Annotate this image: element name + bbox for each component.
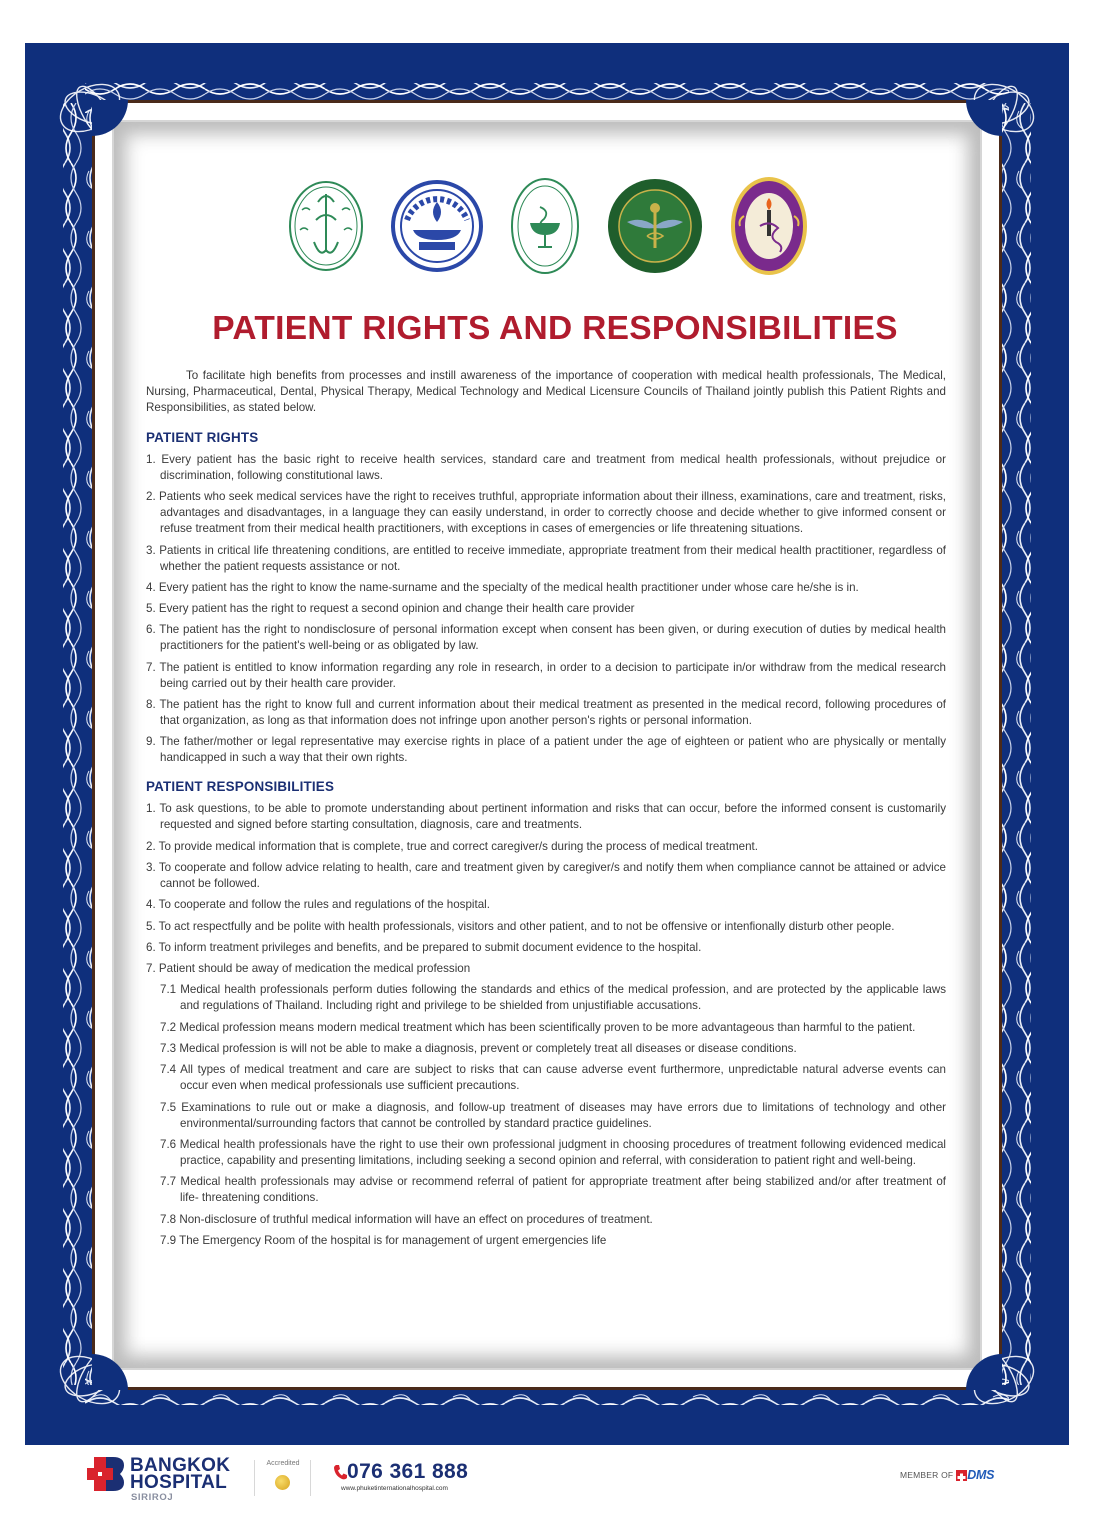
phone-contact[interactable]: [333, 1460, 468, 1484]
bangkok-hospital-logo: [87, 1457, 230, 1491]
sub-list-item: 7.9 The Emergency Room of the hospital is for management of urgent emergencies life: [160, 1233, 607, 1247]
intro-paragraph: To facilitate high benefits from processes and instill awareness of the importance of cooperation with medical health professionals, The Medical, Nursing, Pharmaceutical, Dental, Physical Therapy, Medical Technology and Medical Licensure Councils of Thailand jointly publish this Patient Rights and Responsibilities, as stated below.: [146, 369, 946, 414]
dental-council-seal-icon: [730, 176, 808, 276]
dms-brand: DMS: [967, 1468, 995, 1482]
list-item: 6. The patient has the right to nondisclosure of personal information except when consent has been given, or during execution of duties by medical health practitioners for the patient's well-being or as obligated by law.: [146, 623, 946, 653]
list-item: 3. Patients in critical life threatening conditions, are entitled to receive immediate, appropriate treatment from their medical health practitioner, regardless of whether the patient requests assistance or not.: [146, 543, 946, 573]
sub-list-item: 7.8 Non-disclosure of truthful medical information will have an effect on procedures of treatment.: [160, 1212, 653, 1226]
member-label: MEMBER OF: [900, 1470, 954, 1480]
website-link[interactable]: www.phuketinternationalhospital.com: [341, 1485, 448, 1492]
list-item: 8. The patient has the right to know full and current information about their medical treatment as presented in the medical record, following procedures of that organization, as long as that information does not infringe upon another person's rights or personal information.: [146, 698, 946, 728]
list-item: 4. To cooperate and follow the rules and regulations of the hospital.: [146, 898, 490, 912]
list-item: 2. Patients who seek medical services have the right to receives truthful, appropriate information about their illness, examinations, care and treatment, risks, advantages and disadvantages, in a language they can easily understand, in order to correctly choose and decide whether to give informed consent or refuse treatment from their medical health practitioners, with exceptions in cases of emergencies or life threatening situations.: [146, 490, 946, 536]
hospital-cross-logo-icon: [87, 1457, 124, 1491]
patient-responsibilities-list: [146, 801, 946, 1248]
hospital-name: [130, 1457, 230, 1491]
nursing-council-seal-icon: [391, 180, 483, 272]
council-logos: [288, 176, 808, 276]
ministry-of-public-health-seal-icon: [607, 178, 703, 274]
list-item: 4. Every patient has the right to know the name-surname and the specialty of the medical health practitioner under whose care he/she is in.: [146, 580, 859, 594]
list-item: 6. To inform treatment privileges and benefits, and be prepared to submit document evidence to the hospital.: [146, 940, 702, 954]
list-item: 2. To provide medical information that is complete, true and correct caregiver/s during the process of medical treatment.: [146, 839, 758, 853]
patient-responsibilities-heading: PATIENT RESPONSIBILITIES: [146, 779, 335, 795]
accredited-label: Accredited: [266, 1460, 300, 1467]
list-item: 1. To ask questions, to be able to promote understanding about pertinent information and risks that can occur, before the informed consent is customarily requested and signed before starting consultation, diagnosis, care and treatments.: [146, 802, 946, 832]
dms-logo: [956, 1468, 994, 1482]
pharmacy-council-seal-icon: [510, 177, 580, 275]
patient-rights-list: [146, 452, 946, 766]
page-title: PATIENT RIGHTS AND RESPONSIBILITIES: [212, 310, 898, 347]
footer: [0, 1445, 1094, 1536]
sub-list-item: 7.5 Examinations to rule out or make a diagnosis, and follow-up treatment of diseases may have errors due to limitations of technology and other environmental/surrounding factors that cannot be controlled by standard practice guidelines.: [160, 1100, 946, 1130]
sub-list-item: 7.3 Medical profession is will not be able to make a diagnosis, prevent or completely treat all diseases or disease conditions.: [160, 1042, 797, 1056]
sub-list-item: 7.4 All types of medical treatment and care are subject to risks that can cause adverse event furthermore, unpredictable natural adverse events can occur even when medical professionals use sufficient precautions.: [160, 1063, 946, 1093]
footer-divider: [254, 1460, 255, 1496]
dms-cross-icon: [956, 1470, 967, 1481]
list-item: 5. Every patient has the right to request a second opinion and change their health care provider: [146, 602, 635, 616]
list-item: 5. To act respectfully and be polite with health professionals, visitors and other patient, and to not be offensive or intenfionally disturb other people.: [146, 919, 895, 933]
sub-list-item: 7.1 Medical health professionals perform duties following the standards and ethics of the medical profession, and are protected by the applicable laws and regulations of Thailand. Including right and privilege to be shielded from unjustifiable accusations.: [160, 983, 946, 1013]
list-item: 3. To cooperate and follow advice relating to health, care and treatment given by caregiver/s and notify them when compliance cannot be attained or advice cannot be followed.: [146, 860, 946, 890]
document-body: [146, 368, 946, 1262]
hospital-name-line1: BANGKOK: [130, 1455, 231, 1476]
accreditation-badge-icon: [275, 1475, 290, 1490]
hospital-branch: SIRIROJ: [131, 1492, 174, 1503]
sub-list-item: 7.2 Medical profession means modern medical treatment which has been scientifically proven to be more advantageous than harmful to the patient.: [160, 1020, 916, 1034]
sub-list-item: 7.6 Medical health professionals have the right to use their own professional judgment in choosing procedures of treatment following evidenced medical practice, capability and presenting limitations, including seeking a second opinion and referral, with consideration to patient right and well-being.: [160, 1137, 946, 1167]
phone-icon: [333, 1464, 347, 1480]
hospital-name-line2: HOSPITAL: [130, 1472, 228, 1493]
patient-rights-heading: PATIENT RIGHTS: [146, 430, 259, 445]
list-item: 1. Every patient has the basic right to receive health services, standard care and treatment from medical health professionals, without prejudice or discrimination, following constitutional laws.: [146, 453, 946, 482]
list-item: 7. Patient should be away of medication the medical profession: [146, 962, 471, 976]
phone-number: 076 361 888: [347, 1460, 469, 1483]
list-item: 9. The father/mother or legal representative may exercise rights in place of a patient under the age of eighteen or patient who are physically or mentally handicapped in such a way that their own rights.: [146, 735, 946, 765]
sub-list-item: 7.7 Medical health professionals may advise or recommend referral of patient for appropriate treatment after being stabilized and/or after treatment of life- threatening conditions.: [160, 1175, 946, 1205]
member-of-dms: [900, 1468, 994, 1482]
footer-divider: [310, 1460, 311, 1496]
medical-council-seal-icon: [288, 180, 364, 272]
list-item: 7. The patient is entitled to know information regarding any role in research, in order to a decision to participate in/or withdraw from the medical research being carried out by their health care provider.: [146, 660, 946, 690]
